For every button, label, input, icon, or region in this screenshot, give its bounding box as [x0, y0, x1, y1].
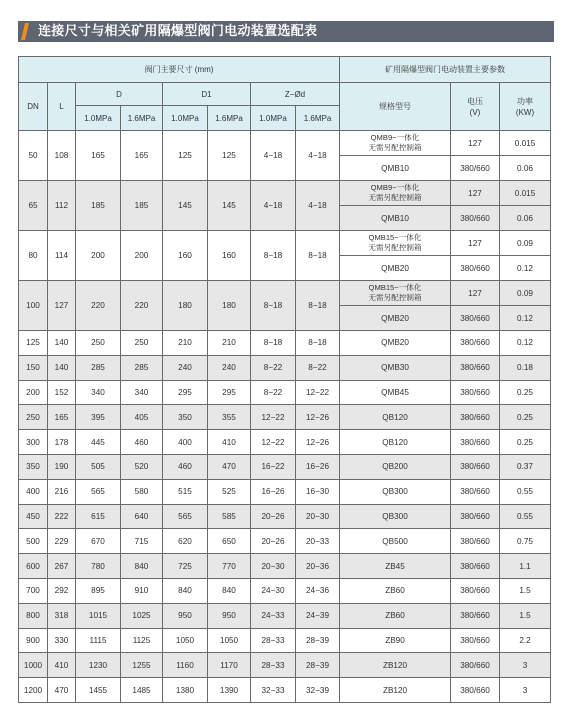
d1-cell: 725	[163, 554, 208, 579]
power-cell: 0.09	[500, 281, 551, 306]
z-cell: 4−18	[296, 131, 340, 181]
z-cell: 16−26	[251, 479, 296, 504]
z-cell: 8−22	[296, 355, 340, 380]
voltage-cell: 127	[451, 281, 500, 306]
voltage-cell: 380/660	[451, 256, 500, 281]
l-cell: 318	[48, 603, 76, 628]
d-cell: 565	[76, 479, 121, 504]
d1-cell: 295	[208, 380, 251, 405]
voltage-header: 电压 (V)	[451, 83, 500, 131]
power-cell: 0.06	[500, 156, 551, 181]
d1-cell: 400	[163, 430, 208, 455]
model-cell: QB120	[340, 430, 451, 455]
d-cell: 1485	[121, 678, 163, 703]
voltage-cell: 380/660	[451, 653, 500, 678]
d1-cell: 525	[208, 479, 251, 504]
z-cell: 24−36	[296, 578, 340, 603]
d-cell: 165	[121, 131, 163, 181]
power-cell: 0.25	[500, 380, 551, 405]
dn-cell: 65	[19, 181, 48, 231]
d1-cell: 470	[208, 454, 251, 479]
z-cell: 12−26	[296, 430, 340, 455]
model-cell: QMB20	[340, 256, 451, 281]
d1-cell: 240	[163, 355, 208, 380]
d-cell: 1015	[76, 603, 121, 628]
pressure-header: 1.0MPa	[163, 106, 208, 131]
model-cell: QMB9−一体化 无需另配控制箱	[340, 131, 451, 156]
voltage-cell: 380/660	[451, 678, 500, 703]
d-cell: 200	[121, 231, 163, 281]
voltage-cell: 380/660	[451, 504, 500, 529]
d1-header: D1	[163, 83, 251, 106]
d-cell: 780	[76, 554, 121, 579]
d-cell: 640	[121, 504, 163, 529]
table-row	[19, 603, 551, 628]
d1-cell: 410	[208, 430, 251, 455]
d-cell: 285	[121, 355, 163, 380]
model-cell: ZB60	[340, 578, 451, 603]
power-cell: 0.25	[500, 430, 551, 455]
d1-cell: 1170	[208, 653, 251, 678]
power-cell: 1.5	[500, 578, 551, 603]
d-cell: 395	[76, 405, 121, 430]
d1-cell: 160	[163, 231, 208, 281]
dn-cell: 50	[19, 131, 48, 181]
z-cell: 20−30	[251, 554, 296, 579]
l-cell: 140	[48, 331, 76, 356]
power-cell: 2.2	[500, 628, 551, 653]
z-cell: 24−30	[251, 578, 296, 603]
power-cell: 0.06	[500, 206, 551, 231]
d-cell: 185	[76, 181, 121, 231]
dn-cell: 150	[19, 355, 48, 380]
table-row	[19, 405, 551, 430]
power-cell: 0.12	[500, 331, 551, 356]
d-cell: 340	[121, 380, 163, 405]
z-cell: 24−33	[251, 603, 296, 628]
z-header: Z−Ød	[251, 83, 340, 106]
model-cell: QB120	[340, 405, 451, 430]
d-cell: 445	[76, 430, 121, 455]
dn-cell: 350	[19, 454, 48, 479]
d-cell: 715	[121, 529, 163, 554]
dn-cell: 100	[19, 281, 48, 331]
dn-header: DN	[19, 83, 48, 131]
l-cell: 229	[48, 529, 76, 554]
voltage-cell: 380/660	[451, 206, 500, 231]
d-cell: 1455	[76, 678, 121, 703]
pressure-header: 1.6MPa	[121, 106, 163, 131]
l-cell: 190	[48, 454, 76, 479]
d1-cell: 1160	[163, 653, 208, 678]
d1-cell: 565	[163, 504, 208, 529]
d1-cell: 770	[208, 554, 251, 579]
pressure-header: 1.6MPa	[208, 106, 251, 131]
d-cell: 1230	[76, 653, 121, 678]
z-cell: 8−18	[296, 331, 340, 356]
model-cell: QB300	[340, 504, 451, 529]
table-row	[19, 504, 551, 529]
d-cell: 220	[76, 281, 121, 331]
power-cell: 3	[500, 678, 551, 703]
voltage-cell: 380/660	[451, 380, 500, 405]
l-cell: 330	[48, 628, 76, 653]
d1-cell: 180	[163, 281, 208, 331]
z-cell: 16−22	[251, 454, 296, 479]
z-cell: 20−26	[251, 504, 296, 529]
d1-cell: 515	[163, 479, 208, 504]
table-row	[19, 430, 551, 455]
l-cell: 470	[48, 678, 76, 703]
model-cell: QB300	[340, 479, 451, 504]
model-cell: QMB9−一体化 无需另配控制箱	[340, 181, 451, 206]
z-cell: 4−18	[251, 131, 296, 181]
d1-cell: 950	[208, 603, 251, 628]
d1-cell: 460	[163, 454, 208, 479]
voltage-cell: 380/660	[451, 578, 500, 603]
d1-cell: 1050	[163, 628, 208, 653]
voltage-cell: 380/660	[451, 331, 500, 356]
d-cell: 165	[76, 131, 121, 181]
d1-cell: 620	[163, 529, 208, 554]
power-cell: 1.1	[500, 554, 551, 579]
accent-slash-icon	[21, 23, 29, 40]
model-cell: ZB120	[340, 653, 451, 678]
model-cell: ZB45	[340, 554, 451, 579]
l-cell: 222	[48, 504, 76, 529]
table-row	[19, 380, 551, 405]
voltage-cell: 380/660	[451, 355, 500, 380]
z-cell: 12−22	[251, 430, 296, 455]
voltage-cell: 380/660	[451, 479, 500, 504]
model-cell: ZB120	[340, 678, 451, 703]
z-cell: 28−39	[296, 628, 340, 653]
z-cell: 28−33	[251, 628, 296, 653]
d-cell: 840	[121, 554, 163, 579]
l-header: L	[48, 83, 76, 131]
d-cell: 505	[76, 454, 121, 479]
power-cell: 3	[500, 653, 551, 678]
table-row	[19, 479, 551, 504]
d-cell: 250	[76, 331, 121, 356]
z-cell: 20−30	[296, 504, 340, 529]
d1-cell: 1050	[208, 628, 251, 653]
d-cell: 200	[76, 231, 121, 281]
dn-cell: 900	[19, 628, 48, 653]
z-cell: 8−18	[296, 281, 340, 331]
power-cell: 0.12	[500, 256, 551, 281]
d1-cell: 350	[163, 405, 208, 430]
voltage-cell: 380/660	[451, 430, 500, 455]
pressure-header: 1.6MPa	[296, 106, 340, 131]
d1-cell: 145	[208, 181, 251, 231]
z-cell: 12−26	[296, 405, 340, 430]
dn-cell: 125	[19, 331, 48, 356]
model-cell: QMB15−一体化 无需另配控制箱	[340, 231, 451, 256]
l-cell: 114	[48, 231, 76, 281]
device-params-header: 矿用隔爆型阀门电动装置主要参数	[340, 57, 551, 83]
model-cell: QMB15−一体化 无需另配控制箱	[340, 281, 451, 306]
pressure-header: 1.0MPa	[251, 106, 296, 131]
d1-cell: 125	[208, 131, 251, 181]
d1-cell: 210	[163, 331, 208, 356]
dn-cell: 600	[19, 554, 48, 579]
z-cell: 8−18	[251, 331, 296, 356]
power-cell: 0.25	[500, 405, 551, 430]
d-header: D	[76, 83, 163, 106]
model-cell: QMB10	[340, 156, 451, 181]
d-cell: 670	[76, 529, 121, 554]
power-header: 功率 (KW)	[500, 83, 551, 131]
model-cell: QB500	[340, 529, 451, 554]
model-header: 规格型号	[340, 83, 451, 131]
l-cell: 127	[48, 281, 76, 331]
d1-cell: 950	[163, 603, 208, 628]
power-cell: 0.09	[500, 231, 551, 256]
dn-cell: 1200	[19, 678, 48, 703]
power-cell: 0.015	[500, 181, 551, 206]
z-cell: 16−30	[296, 479, 340, 504]
d-cell: 250	[121, 331, 163, 356]
voltage-cell: 127	[451, 131, 500, 156]
dn-cell: 200	[19, 380, 48, 405]
l-cell: 267	[48, 554, 76, 579]
table-row	[19, 628, 551, 653]
z-cell: 20−26	[251, 529, 296, 554]
d1-cell: 125	[163, 131, 208, 181]
table-row	[19, 653, 551, 678]
section-header	[18, 21, 554, 42]
dn-cell: 1000	[19, 653, 48, 678]
power-cell: 0.55	[500, 479, 551, 504]
model-cell: QMB20	[340, 306, 451, 331]
z-cell: 28−39	[296, 653, 340, 678]
d-cell: 185	[121, 181, 163, 231]
z-cell: 12−22	[251, 405, 296, 430]
dn-cell: 300	[19, 430, 48, 455]
d-cell: 580	[121, 479, 163, 504]
z-cell: 4−18	[296, 181, 340, 231]
voltage-cell: 380/660	[451, 405, 500, 430]
model-cell: QB200	[340, 454, 451, 479]
z-cell: 32−33	[251, 678, 296, 703]
dn-cell: 500	[19, 529, 48, 554]
z-cell: 8−18	[251, 231, 296, 281]
z-cell: 24−39	[296, 603, 340, 628]
l-cell: 152	[48, 380, 76, 405]
d1-cell: 840	[208, 578, 251, 603]
z-cell: 16−26	[296, 454, 340, 479]
l-cell: 165	[48, 405, 76, 430]
l-cell: 410	[48, 653, 76, 678]
d1-cell: 840	[163, 578, 208, 603]
d1-cell: 355	[208, 405, 251, 430]
l-cell: 108	[48, 131, 76, 181]
dn-cell: 450	[19, 504, 48, 529]
dn-cell: 800	[19, 603, 48, 628]
d-cell: 520	[121, 454, 163, 479]
model-cell: ZB90	[340, 628, 451, 653]
z-cell: 4−18	[251, 181, 296, 231]
d-cell: 460	[121, 430, 163, 455]
z-cell: 12−22	[296, 380, 340, 405]
z-cell: 20−33	[296, 529, 340, 554]
z-cell: 32−39	[296, 678, 340, 703]
power-cell: 0.55	[500, 504, 551, 529]
power-cell: 0.75	[500, 529, 551, 554]
z-cell: 8−18	[296, 231, 340, 281]
model-cell: QMB10	[340, 206, 451, 231]
d1-cell: 145	[163, 181, 208, 231]
selection-table	[18, 56, 551, 703]
l-cell: 140	[48, 355, 76, 380]
l-cell: 178	[48, 430, 76, 455]
d-cell: 1255	[121, 653, 163, 678]
table-row	[19, 529, 551, 554]
d-cell: 1125	[121, 628, 163, 653]
d-cell: 895	[76, 578, 121, 603]
pressure-header: 1.0MPa	[76, 106, 121, 131]
voltage-cell: 380/660	[451, 603, 500, 628]
l-cell: 216	[48, 479, 76, 504]
l-cell: 292	[48, 578, 76, 603]
model-cell: QMB45	[340, 380, 451, 405]
voltage-cell: 380/660	[451, 529, 500, 554]
d1-cell: 210	[208, 331, 251, 356]
d-cell: 1025	[121, 603, 163, 628]
dn-cell: 250	[19, 405, 48, 430]
table-row	[19, 578, 551, 603]
dn-cell: 400	[19, 479, 48, 504]
d1-cell: 180	[208, 281, 251, 331]
voltage-cell: 380/660	[451, 156, 500, 181]
d1-cell: 295	[163, 380, 208, 405]
model-cell: QMB30	[340, 355, 451, 380]
power-cell: 0.18	[500, 355, 551, 380]
power-cell: 0.015	[500, 131, 551, 156]
z-cell: 8−22	[251, 380, 296, 405]
d-cell: 1115	[76, 628, 121, 653]
table-row	[19, 454, 551, 479]
voltage-cell: 380/660	[451, 554, 500, 579]
table-row	[19, 678, 551, 703]
d-cell: 285	[76, 355, 121, 380]
voltage-cell: 380/660	[451, 628, 500, 653]
dn-cell: 80	[19, 231, 48, 281]
d1-cell: 240	[208, 355, 251, 380]
model-cell: QMB20	[340, 331, 451, 356]
table-row	[19, 331, 551, 356]
z-cell: 20−36	[296, 554, 340, 579]
model-cell: ZB60	[340, 603, 451, 628]
dn-cell: 700	[19, 578, 48, 603]
d1-cell: 1390	[208, 678, 251, 703]
d-cell: 615	[76, 504, 121, 529]
page-title: 连接尺寸与相关矿用隔爆型阀门电动装置选配表	[38, 24, 318, 39]
z-cell: 8−18	[251, 281, 296, 331]
power-cell: 1.5	[500, 603, 551, 628]
d1-cell: 650	[208, 529, 251, 554]
voltage-cell: 380/660	[451, 454, 500, 479]
table-row	[19, 355, 551, 380]
d1-cell: 1380	[163, 678, 208, 703]
z-cell: 8−22	[251, 355, 296, 380]
power-cell: 0.12	[500, 306, 551, 331]
d1-cell: 585	[208, 504, 251, 529]
power-cell: 0.37	[500, 454, 551, 479]
d-cell: 405	[121, 405, 163, 430]
z-cell: 28−33	[251, 653, 296, 678]
d1-cell: 160	[208, 231, 251, 281]
d-cell: 340	[76, 380, 121, 405]
voltage-cell: 380/660	[451, 306, 500, 331]
voltage-cell: 127	[451, 181, 500, 206]
valve-dimensions-header: 阀门主要尺寸 (mm)	[19, 57, 340, 83]
d-cell: 910	[121, 578, 163, 603]
l-cell: 112	[48, 181, 76, 231]
voltage-cell: 127	[451, 231, 500, 256]
table-row	[19, 554, 551, 579]
d-cell: 220	[121, 281, 163, 331]
